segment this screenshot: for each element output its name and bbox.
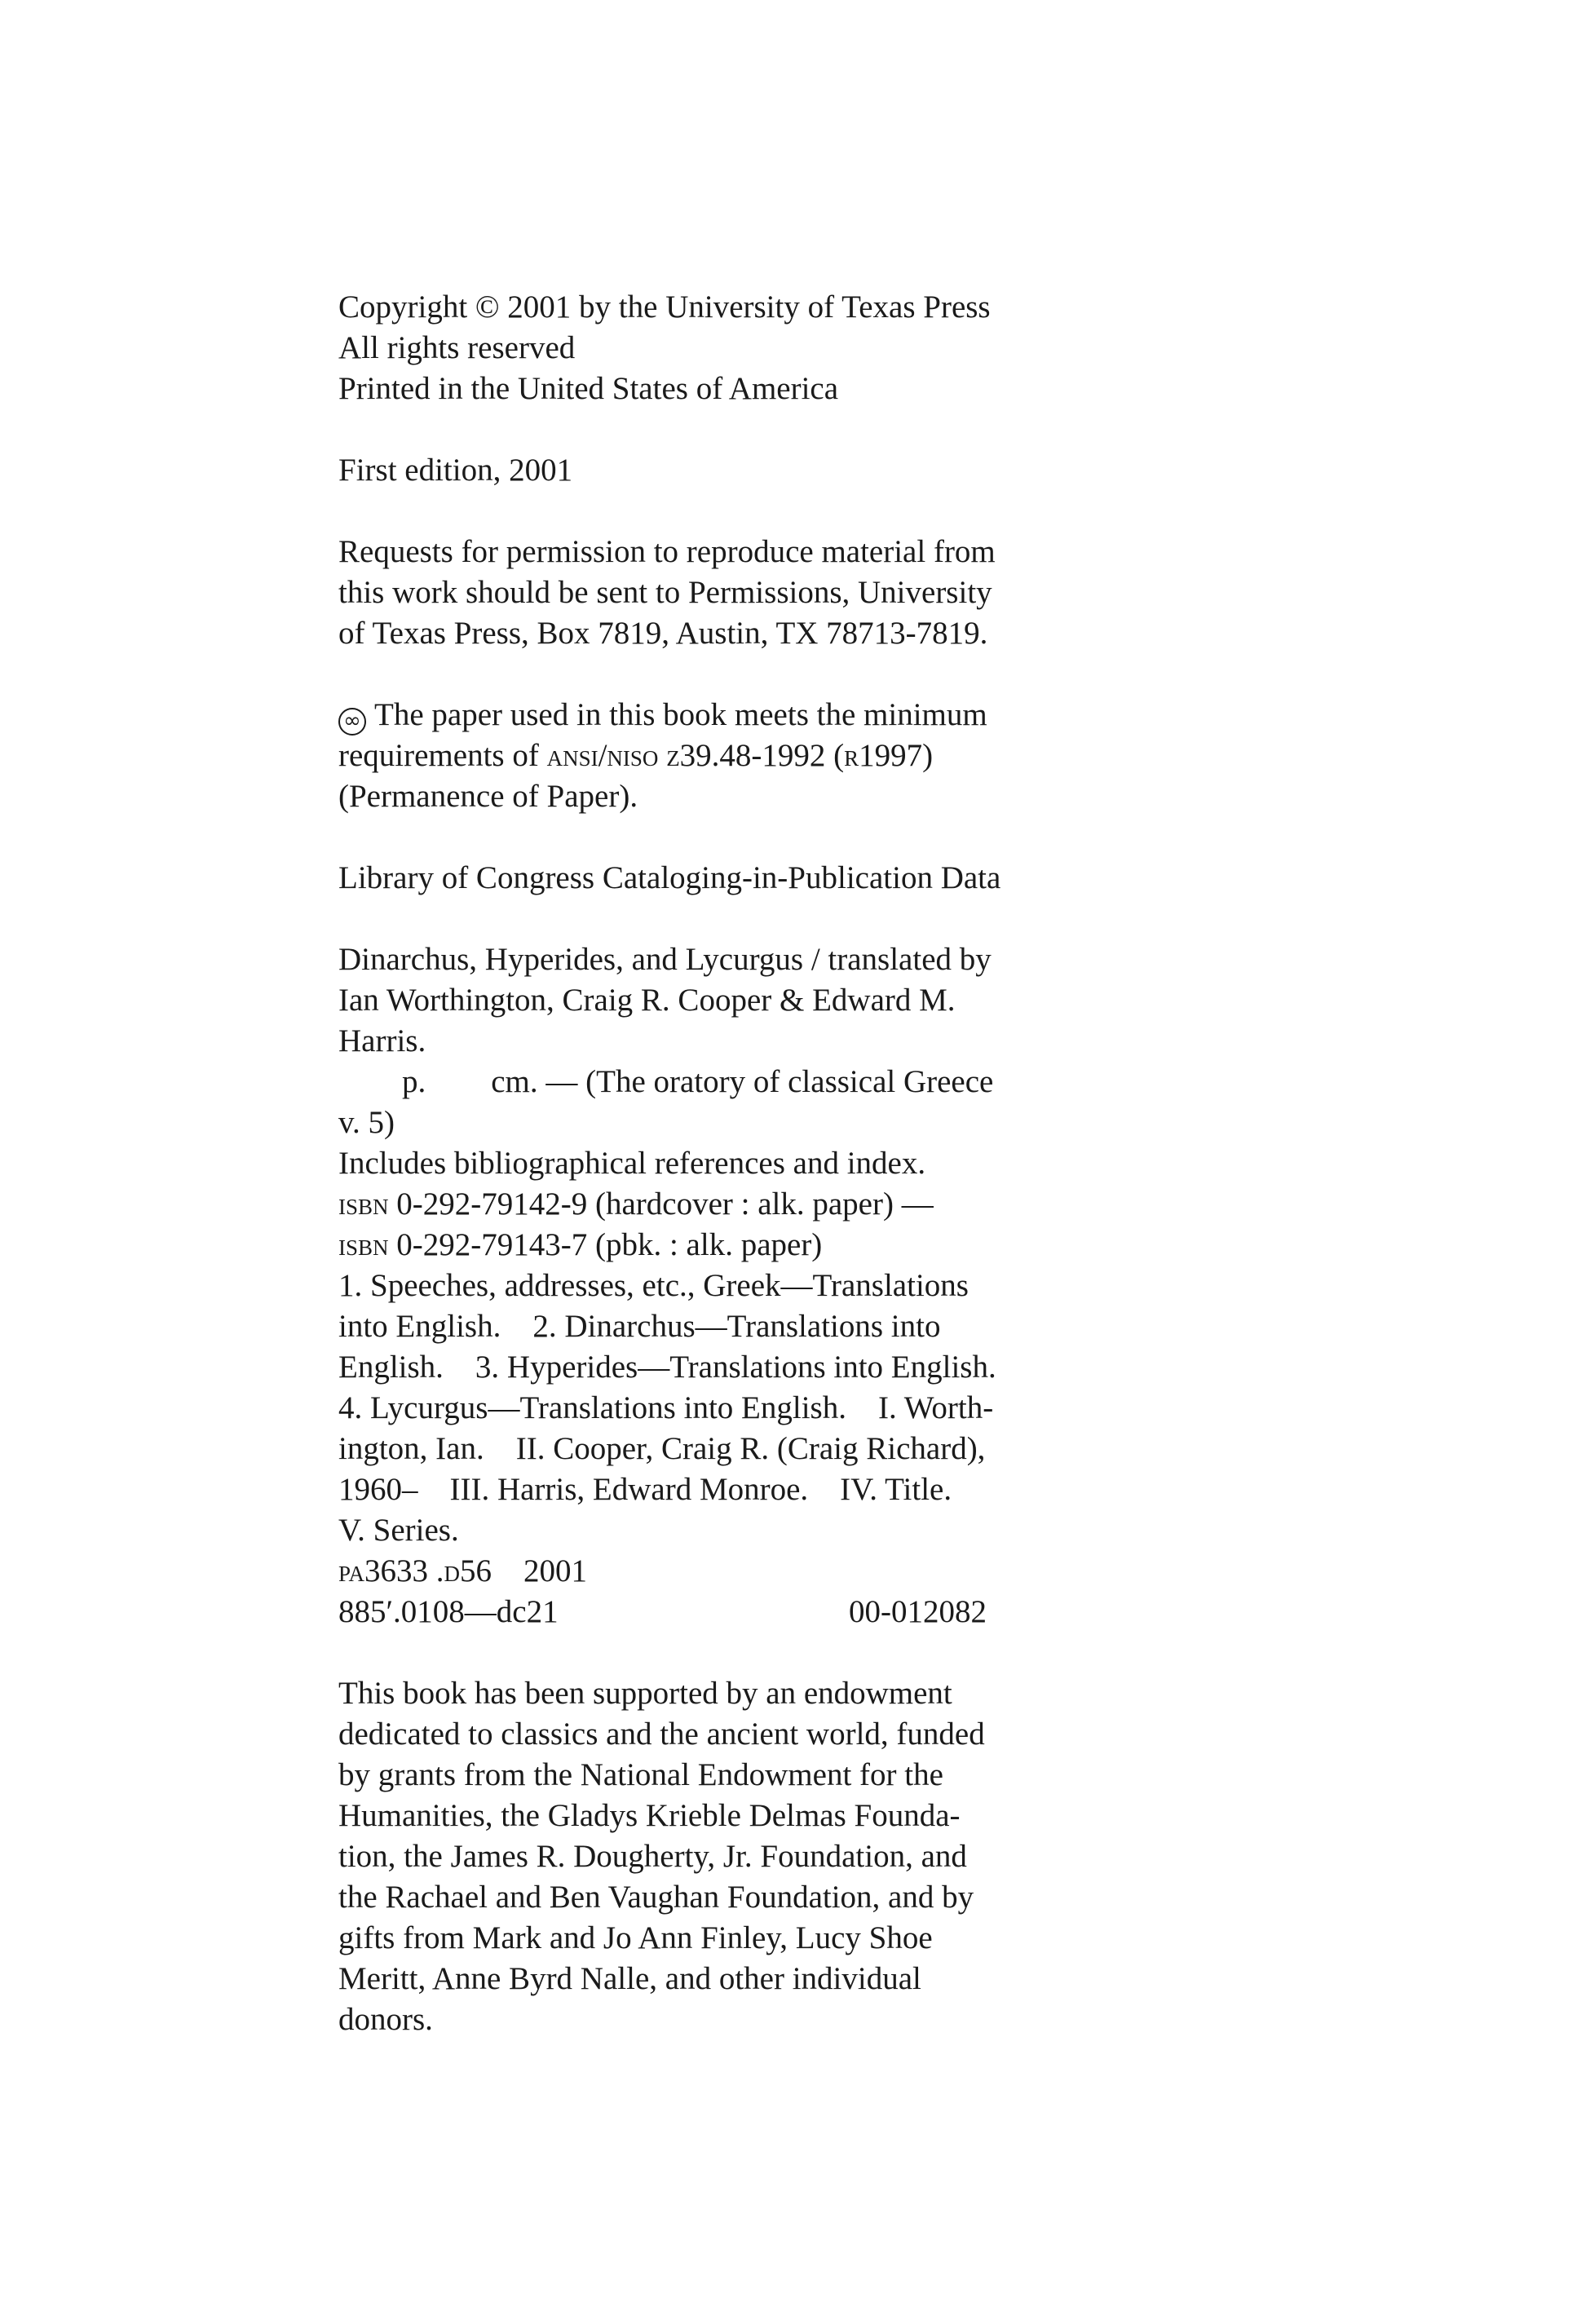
spacer: [338, 409, 1007, 450]
copyright-line: Copyright © 2001 by the University of Texas Press: [338, 289, 991, 325]
support-line-2: dedicated to classics and the ancient world, funded: [338, 1716, 985, 1752]
standard-number: z39.48-1992 (r1997): [658, 738, 934, 773]
cip-physical-line-2: v. 5): [338, 1105, 395, 1140]
paper-line-3: (Permanence of Paper).: [338, 779, 638, 814]
dewey-number: 885′.0108—dc21: [338, 1594, 559, 1629]
isbn-paperback: 0-292-79143-7 (pbk. : alk. paper): [388, 1227, 823, 1262]
cip-notes: Includes bibliographical references and index.: [338, 1146, 926, 1181]
spacer: [338, 654, 1007, 695]
support-line-1: This book has been supported by an endowment: [338, 1676, 952, 1711]
cip-title-line-1: Dinarchus, Hyperides, and Lycurgus / translated by: [338, 942, 992, 977]
permissions-line-1: Requests for permission to reproduce material from: [338, 534, 996, 569]
support-line-6: the Rachael and Ben Vaughan Foundation, and by: [338, 1880, 974, 1915]
cip-title-line-2: Ian Worthington, Craig R. Cooper & Edward M.: [338, 983, 956, 1018]
subject-line-6: 1960– III. Harris, Edward Monroe. IV. Title.: [338, 1472, 952, 1507]
copyright-page: [338, 287, 1007, 2040]
subject-line-3: English. 3. Hyperides—Translations into English.: [338, 1350, 996, 1385]
support-line-8: Meritt, Anne Byrd Nalle, and other individual: [338, 1961, 921, 1996]
cip-physical-p: p.: [402, 1064, 426, 1099]
call-number: pa3633 .d56 2001: [338, 1553, 588, 1588]
cip-title-line-3: Harris.: [338, 1023, 426, 1058]
support-line-5: tion, the James R. Dougherty, Jr. Foundation, and: [338, 1839, 967, 1874]
support-line-4: Humanities, the Gladys Krieble Delmas Founda-: [338, 1798, 961, 1833]
infinity-circle-icon: ∞: [338, 708, 366, 736]
subject-line-2: into English. 2. Dinarchus—Translations into: [338, 1309, 941, 1344]
isbn-line-2: [338, 1225, 1007, 1266]
lccn-number: 00-012082: [849, 1594, 987, 1629]
spacer: [338, 491, 1007, 532]
subject-line-4: 4. Lycurgus—Translations into English. I. Worth-: [338, 1390, 994, 1425]
support-line-3: by grants from the National Endowment for the: [338, 1757, 943, 1792]
cip-heading: Library of Congress Cataloging-in-Publication Data: [338, 860, 1001, 895]
isbn-label: isbn: [338, 1186, 389, 1222]
classification-row: [338, 1592, 987, 1633]
subject-line-7: V. Series.: [338, 1513, 459, 1548]
rights-line: All rights reserved: [338, 330, 576, 365]
paper-line-1: [338, 695, 1007, 736]
isbn-hardcover: 0-292-79142-9 (hardcover : alk. paper) —: [388, 1186, 934, 1222]
edition-line: First edition, 2001: [338, 453, 573, 488]
isbn-label: isbn: [338, 1227, 389, 1262]
support-line-7: gifts from Mark and Jo Ann Finley, Lucy Shoe: [338, 1920, 933, 1955]
cip-physical-rest: cm. — (The oratory of classical Greece: [491, 1064, 994, 1099]
standard-label: ansi/niso: [546, 738, 659, 773]
isbn-line-1: [338, 1184, 1007, 1225]
paper-text-1: The paper used in this book meets the minimum: [374, 697, 987, 732]
support-line-9: donors.: [338, 2002, 433, 2037]
subject-line-1: 1. Speeches, addresses, etc., Greek—Translations: [338, 1268, 969, 1303]
permissions-line-2: this work should be sent to Permissions, University: [338, 575, 992, 610]
permissions-line-3: of Texas Press, Box 7819, Austin, TX 78713-7819.: [338, 616, 988, 651]
cip-physical-line: [338, 1062, 1007, 1102]
spacer: [338, 1633, 1007, 1673]
spacer: [338, 899, 1007, 939]
paper-text-2-prefix: requirements of: [338, 738, 547, 773]
spacer: [338, 817, 1007, 858]
printed-line: Printed in the United States of America: [338, 371, 839, 406]
subject-line-5: ington, Ian. II. Cooper, Craig R. (Craig Richard),: [338, 1431, 986, 1466]
paper-line-2: [338, 736, 1007, 776]
